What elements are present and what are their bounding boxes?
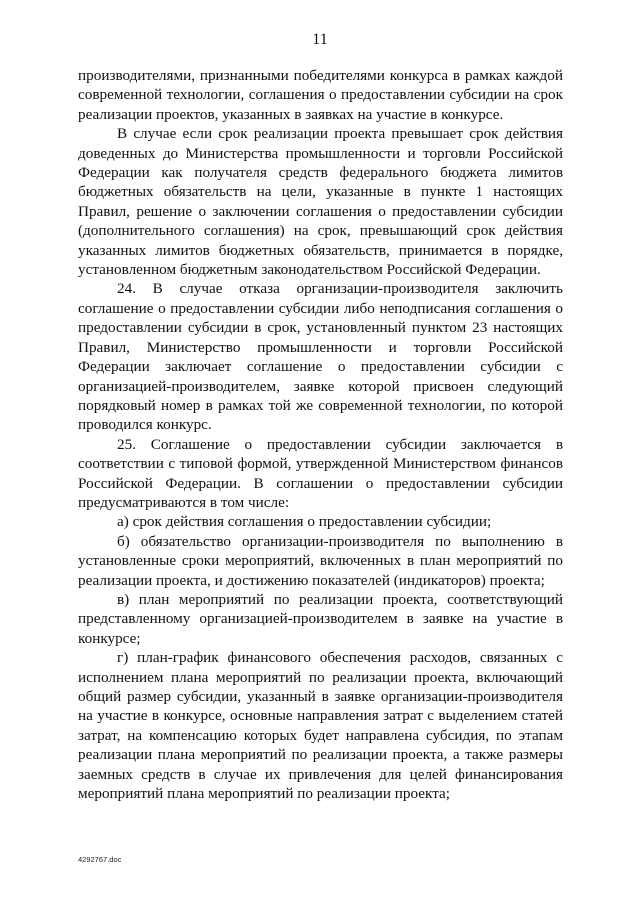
document-filename-footer: 4292767.doc — [78, 855, 122, 864]
paragraph-project-term: В случае если срок реализации проекта превышает срок действия доведенных до Министерства промышленности и торговли Российской Федерации как получателя средств федерального бюджета лимитов бюджетных обязательств на цели, указанные в пункте 1 настоящих Правил, решение о заключении соглашения о предоставлении субсидии (дополнительного соглашения) на срок, превышающий срок действия указанных лимитов бюджетных обязательств, принимается в порядке, установленном бюджетным законодательством Российской Федерации. — [78, 125, 563, 279]
list-item-v: в) план мероприятий по реализации проекта, соответствующий представленному организацией-производителем в заявке на участие в конкурсе; — [78, 590, 563, 647]
document-body — [78, 66, 563, 803]
list-item-a: а) срок действия соглашения о предоставлении субсидии; — [117, 513, 492, 531]
page-number: 11 — [312, 31, 328, 48]
list-item-g: г) план-график финансового обеспечения расходов, связанных с исполнением плана мероприятий по реализации проекта, включающий общий размер субсидии, указанный в заявке организации-производителя на участие в конкурсе, основные направления затрат с выделением статей затрат, на компенсацию которых будет направлена субсидия, по этапам реализации плана мероприятий по реализации проекта, а также размеры заемных средств в случае их привлечения для целей финансирования мероприятий плана мероприятий по реализации проекта; — [78, 649, 563, 803]
list-item-b: б) обязательство организации-производителя по выполнению в установленные сроки мероприятий, включенных в план мероприятий по реализации проекта, и достижению показателей (индикаторов) проекта; — [78, 532, 563, 589]
paragraph-clause-24: 24. В случае отказа организации-производителя заключить соглашение о предоставлении субсидии либо неподписания соглашения о предоставлении субсидии в срок, установленный пунктом 23 настоящих Правил, Министерство промышленности и торговли Российской Федерации заключает соглашение о предоставлении субсидии с организацией-производителем, заявке которой присвоен следующий порядковый номер в рамках той же современной технологии, по которой проводился конкурс. — [78, 280, 563, 434]
paragraph-clause-25: 25. Соглашение о предоставлении субсидии заключается в соответствии с типовой формой, утвержденной Министерством финансов Российской Федерации. В соглашении о предоставлении субсидии предусматриваются в том числе: — [78, 435, 563, 511]
paragraph-continuation: производителями, признанными победителями конкурса в рамках каждой современной технологии, соглашения о предоставлении субсидии на срок реализации проектов, указанных в заявках на участие в конкурсе. — [78, 67, 563, 123]
